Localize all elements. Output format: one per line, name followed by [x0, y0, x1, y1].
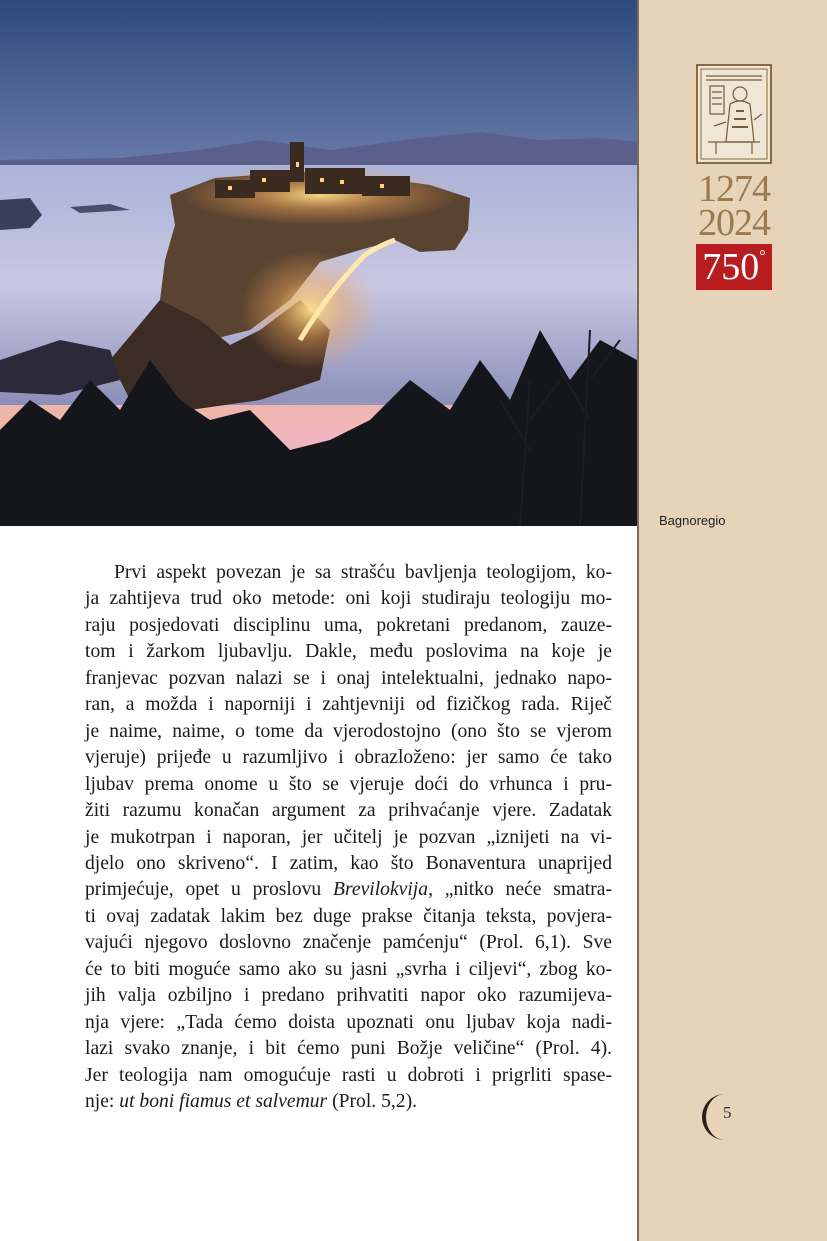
- text-line: [85, 1089, 612, 1115]
- text-line: tom i žarkom ljubavlju. Dakle, među poslovima na koje je: [85, 641, 612, 663]
- text-segment: primjećuje, opet u proslovu: [85, 879, 334, 901]
- body-text: [85, 560, 612, 1116]
- text-line: franjevac pozvan nalazi se i onaj intelektualni, jednako napo-: [85, 667, 612, 689]
- text-line: ti ovaj zadatak lakim bez duge prakse čitanja teksta, povjera-: [85, 905, 612, 927]
- year-start: 1274: [698, 168, 770, 210]
- text-line: Jer teologija nam omogućuje rasti u dobroti i prigrliti spase-: [85, 1064, 612, 1086]
- text-line: lazi svako znanje, i bit ćemo puni Božje veličine“ (Prol. 4).: [85, 1038, 612, 1060]
- text-line: vajući njegovo doslovno značenje pamćenju“ (Prol. 6,1). Sve: [85, 932, 612, 954]
- text-line: je naime, naime, o tome da vjerodostojno (ono što se vjerom: [85, 720, 612, 742]
- latin-quote: ut boni fiamus et salvemur: [119, 1091, 328, 1113]
- text-line: jih valja ozbiljno i predano prihvatiti napor oko razumijeva-: [85, 985, 612, 1007]
- text-line: će to biti moguće samo ako su jasni „svrha i ciljevi“, zbog ko-: [85, 958, 612, 980]
- text-line: djelo ono skriveno“. I zatim, kao što Bonaventura unaprijed: [85, 852, 612, 874]
- text-line: vjeruje) prijeđe u razumljivo i obrazloženo: jer samo će tako: [85, 747, 612, 769]
- text-segment: , „nitko neće smatra-: [428, 879, 612, 901]
- woodcut-emblem-icon: [696, 64, 772, 164]
- landscape-illustration: [0, 0, 637, 526]
- year-end: 2024: [698, 202, 770, 244]
- text-line: ljubav prema onome u što se vjeruje doći do vrhunca i pru-: [85, 773, 612, 795]
- book-title-brevilokvija: Brevilokvija: [333, 879, 429, 901]
- text-line: ja zahtijeva trud oko metode: oni koji studiraju teologiju mo-: [85, 588, 612, 610]
- text-line: žiti razumu konačan argument za prihvaćanje vjere. Zadatak: [85, 800, 612, 822]
- text-segment: nje:: [85, 1091, 120, 1113]
- anniversary-number: 750: [702, 246, 760, 288]
- photo-civita-di-bagnoregio: [0, 0, 637, 526]
- page-number: 5: [723, 1103, 732, 1122]
- crescent-moon-icon: [701, 1092, 739, 1142]
- anniversary-badge: [696, 244, 772, 290]
- text-line: [85, 877, 612, 903]
- text-line: je mukotrpan i naporan, jer učitelj je pozvan „iznijeti na vi-: [85, 826, 612, 848]
- text-segment: (Prol. 5,2).: [327, 1091, 417, 1113]
- text-line: ran, a možda i naporniji i zahtjevniji od fizičkog rada. Riječ: [85, 694, 612, 716]
- text-line: Prvi aspekt povezan je sa strašću bavljenja teologijom, ko-: [114, 562, 612, 583]
- sidebar-panel: [637, 0, 827, 1241]
- photo-caption: Bagnoregio: [659, 513, 726, 528]
- anniversary-mark: °: [759, 248, 766, 265]
- text-line: raju posjedovati disciplinu uma, pokretani predanom, zauze-: [85, 614, 612, 636]
- text-line: nja vjere: „Tada ćemo doista upoznati onu ljubav koja nadi-: [85, 1011, 612, 1033]
